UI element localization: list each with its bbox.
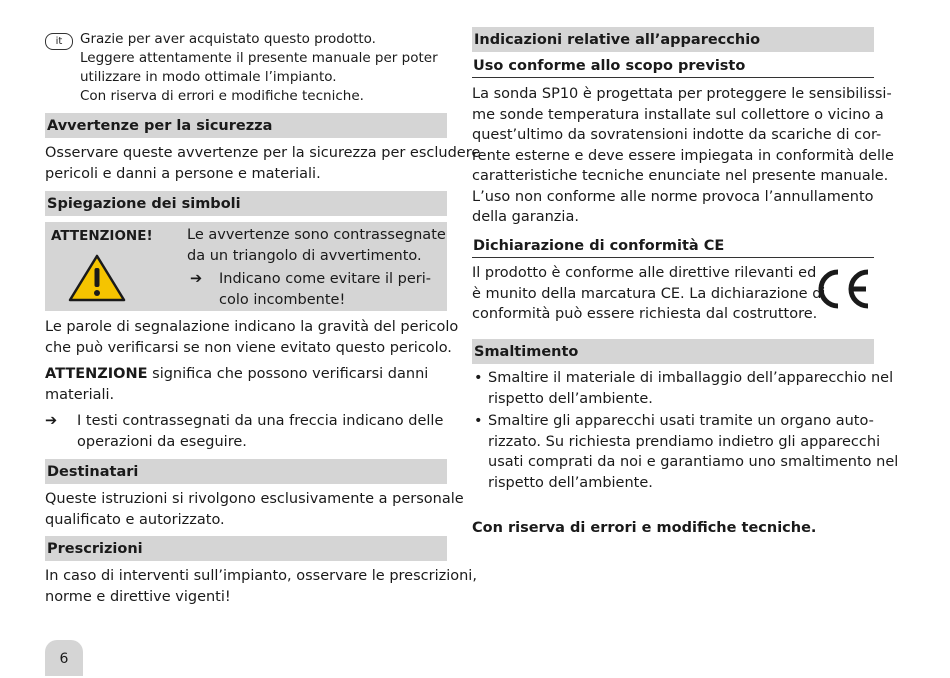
use-line: me sonde temperatura installate sul collettore o vicino a [472,106,884,123]
list-item [472,411,899,493]
target-line: Queste istruzioni si rivolgono esclusivamente a personale [45,491,464,507]
intro-line: utilizzare in modo ottimale l’impianto. [80,69,337,85]
target-text [45,489,464,530]
attention-rest: significa che possono verificarsi danni [147,366,429,382]
arrow-instruction [45,411,447,452]
disposal-line: Smaltire gli apparecchi usati tramite un organo auto- [488,413,874,429]
list-item [472,368,894,409]
safety-text [45,143,481,184]
intro-text [80,30,450,106]
rules-line: In caso di interventi sull’impianto, osservare le prescrizioni, [45,568,477,584]
disposal-list [472,368,899,493]
intro-line: Grazie per aver acquistato questo prodotto. [80,31,376,47]
arrow-right-icon: ➔ [45,413,58,429]
rules-text [45,566,477,607]
arrow-line: I testi contrassegnati da una freccia indicano delle [77,413,444,429]
language-badge: it [45,33,73,50]
disposal-line: rispetto dell’ambiente. [488,390,653,407]
disposal-line: rispetto dell’ambiente. [488,474,653,491]
attention-line [45,364,447,385]
ce-declaration-heading: Dichiarazione di conformità CE [472,235,874,258]
signal-words-text [45,317,459,358]
use-line: caratteristiche tecniche enunciate nel presente manuale. [472,168,889,184]
warning-label: ATTENZIONE! [51,228,153,244]
use-line: quest’ultimo da sovratensioni indotte da scariche di cor- [472,127,882,143]
rules-heading: Prescrizioni [45,536,447,561]
symbols-heading: Spiegazione dei simboli [45,191,447,216]
disposal-line: Smaltire il materiale di imballaggio dell’apparecchio nel [488,370,894,386]
page-number: 6 [45,640,83,676]
intended-use-text [472,84,894,228]
ce-line: è munito della marcatura CE. La dichiarazione di [472,285,826,302]
use-line: della garanzia. [472,209,579,225]
signal-line: Le parole di segnalazione indicano la gravità del pericolo [45,319,459,335]
rules-line: norme e direttive vigenti! [45,588,231,605]
bullet: • [474,370,483,386]
attention-text [45,364,447,405]
use-line: L’uso non conforme alle norme provoca l’annullamento [472,188,874,205]
arrow-line: operazioni da eseguire. [77,433,247,450]
safety-heading: Avvertenze per la sicurezza [45,113,447,138]
warning-arrow-line: Indicano come evitare il peri- [219,271,432,287]
attention-word: ATTENZIONE [45,366,148,382]
signal-line: che può verificarsi se non viene evitato questo pericolo. [45,339,452,356]
warning-line: Le avvertenze sono contrassegnate [187,227,446,243]
footer-note: Con riserva di errori e modifiche tecniche. [472,520,817,536]
target-line: qualificato e autorizzato. [45,511,225,528]
intro-line: Con riserva di errori e modifiche tecniche. [80,88,364,104]
ce-declaration-text [472,263,826,325]
warning-box [45,222,447,311]
attention-line: materiali. [45,386,115,403]
disposal-heading: Smaltimento [472,339,874,364]
bullet: • [474,413,483,429]
warning-line: da un triangolo di avvertimento. [187,247,422,264]
ce-line: conformità può essere richiesta dal costruttore. [472,306,818,322]
arrow-right-icon: ➔ [190,271,203,287]
warning-triangle-icon [67,253,127,303]
device-heading: Indicazioni relative all’apparecchio [472,27,874,52]
ce-line: Il prodotto è conforme alle direttive rilevanti ed [472,265,817,281]
use-line: La sonda SP10 è progettata per proteggere le sensibilissi- [472,86,892,102]
safety-line: pericoli e danni a persone e materiali. [45,165,321,182]
warning-text [187,225,447,310]
warning-arrow-item [187,269,447,310]
target-heading: Destinatari [45,459,447,484]
intro-line: Leggere attentamente il presente manuale per poter [80,50,438,66]
safety-line: Osservare queste avvertenze per la sicurezza per escludere [45,145,481,161]
warning-arrow-line: colo incombente! [219,291,346,308]
disposal-line: rizzato. Su richiesta prendiamo indietro gli apparecchi [488,433,881,450]
disposal-line: usati comprati da noi e garantiamo uno smaltimento nel [488,454,899,470]
ce-mark-icon [814,268,872,310]
use-line: rente esterne e deve essere impiegata in conformità delle [472,147,894,164]
intended-use-heading: Uso conforme allo scopo previsto [472,55,874,78]
